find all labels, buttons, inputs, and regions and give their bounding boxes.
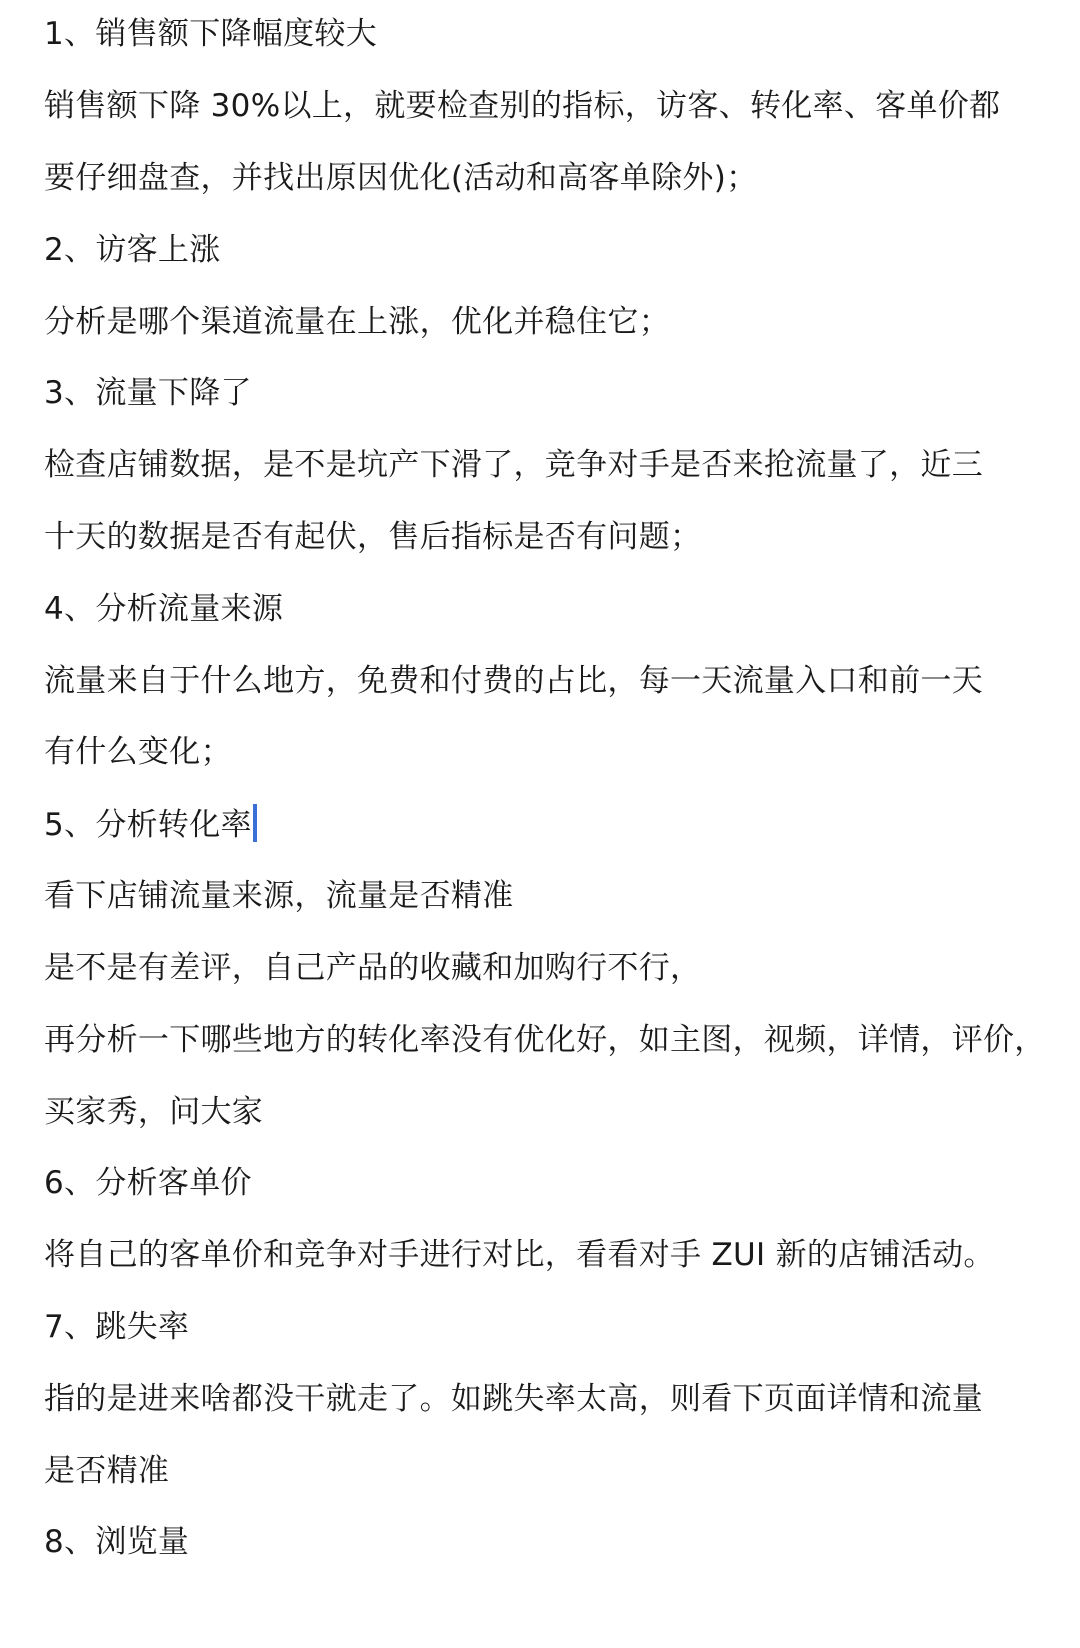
heading-2: 2、访客上涨 [44, 232, 221, 268]
heading-1: 1、销售额下降幅度较大 [44, 16, 378, 52]
heading-7: 7、跳失率 [44, 1309, 190, 1345]
heading-5: 5、分析转化率 [44, 807, 252, 843]
paragraph-line: 是否精准 [44, 1453, 170, 1489]
paragraph-line: 再分析一下哪些地方的转化率没有优化好，如主图，视频，详情，评价， [44, 1022, 1046, 1058]
paragraph-line: 指的是进来啥都没干就走了。如跳失率太高，则看下页面详情和流量 [44, 1381, 983, 1417]
heading-8: 8、浏览量 [44, 1524, 190, 1560]
paragraph-line: 是不是有差评，自己产品的收藏和加购行不行， [44, 950, 702, 986]
paragraph-line: 看下店铺流量来源，流量是否精准 [44, 878, 514, 914]
paragraph-line: 将自己的客单价和竞争对手进行对比，看看对手 ZUI 新的店铺活动。 [44, 1237, 995, 1273]
heading-6: 6、分析客单价 [44, 1165, 252, 1201]
paragraph-line: 十天的数据是否有起伏，售后指标是否有问题； [44, 519, 702, 555]
paragraph-line: 买家秀，问大家 [44, 1094, 264, 1130]
paragraph-line: 分析是哪个渠道流量在上涨，优化并稳住它； [44, 304, 670, 340]
heading-5-with-cursor[interactable] [44, 804, 1060, 845]
heading-4: 4、分析流量来源 [44, 591, 284, 627]
paragraph-line: 有什么变化； [44, 734, 232, 770]
paragraph-line: 销售额下降 30%以上，就要检查别的指标，访客、转化率、客单价都 [44, 88, 1001, 124]
paragraph-line: 要仔细盘查，并找出原因优化(活动和高客单除外)； [44, 160, 758, 196]
heading-3: 3、流量下降了 [44, 375, 252, 411]
text-cursor [253, 804, 257, 842]
paragraph-line: 流量来自于什么地方，免费和付费的占比，每一天流量入口和前一天 [44, 663, 983, 699]
paragraph-line: 检查店铺数据，是不是坑产下滑了，竞争对手是否来抢流量了，近三 [44, 447, 983, 483]
